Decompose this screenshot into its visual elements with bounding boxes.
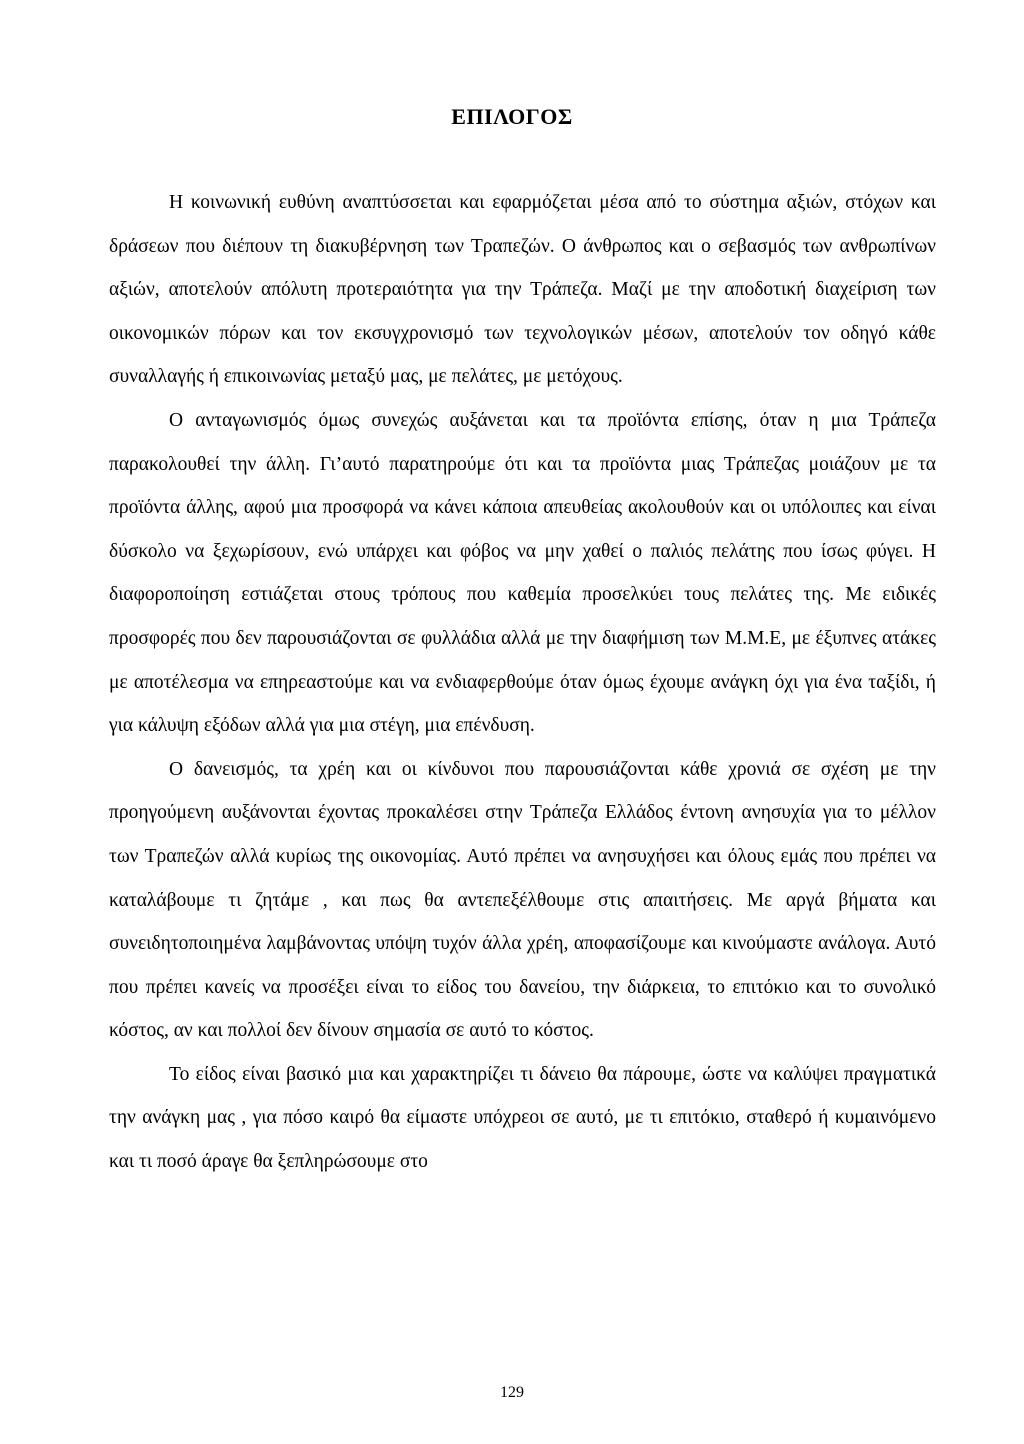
body-text: [109, 181, 936, 1184]
paragraph-1: Η κοινωνική ευθύνη αναπτύσσεται και εφαρμόζεται μέσα από το σύστημα αξιών, στόχων και δράσεων που διέπουν τη διακυβέρνηση των Τραπεζών. Ο άνθρωπος και ο σεβασμός των ανθρωπίνων αξιών, αποτελούν απόλυτη προτεραιότητα για την Τράπεζα. Μαζί με την αποδοτική διαχείριση των οικονομικών πόρων και τον εκσυγχρονισμό των τεχνολογικών μέσων, αποτελούν τον οδηγό κάθε συναλλαγής ή επικοινωνίας μεταξύ μας, με πελάτες, με μετόχους.: [109, 192, 936, 388]
page-number: 129: [500, 1384, 524, 1401]
page-title: ΕΠΙΛΟΓΟΣ: [451, 104, 573, 129]
paragraph-3: Ο δανεισμός, τα χρέη και οι κίνδυνοι που παρουσιάζονται κάθε χρονιά σε σχέση με την προηγούμενη αυξάνονται έχοντας προκαλέσει στην Τράπεζα Ελλάδος έντονη ανησυχία για το μέλλον των Τραπεζών αλλά κυρίως της οικονομίας. Αυτό πρέπει να ανησυχήσει και όλους εμάς που πρέπει να καταλάβουμε τι ζητάμε , και πως θα αντεπεξέλθουμε στις απαιτήσεις. Με αργά βήματα και συνειδητοποιημένα λαμβάνοντας υπόψη τυχόν άλλα χρέη, αποφασίζουμε και κινούμαστε ανάλογα. Αυτό που πρέπει κανείς να προσέξει είναι το είδος του δανείου, την διάρκεια, το επιτόκιο και το συνολικό κόστος, αν και πολλοί δεν δίνουν σημασία σε αυτό το κόστος.: [109, 758, 936, 1042]
paragraph-2: Ο ανταγωνισμός όμως συνεχώς αυξάνεται και τα προϊόντα επίσης, όταν η μια Τράπεζα παρακολουθεί την άλλη. Γι’αυτό παρατηρούμε ότι και τα προϊόντα μιας Τράπεζας μοιάζουν με τα προϊόντα άλλης, αφού μια προσφορά να κάνει κάποια απευθείας ακολουθούν και οι υπόλοιπες και είναι δύσκολο να ξεχωρίσουν, ενώ υπάρχει και φόβος να μην χαθεί ο παλιός πελάτης που ίσως φύγει. Η διαφοροποίηση εστιάζεται στους τρόπους που καθεμία προσελκύει τους πελάτες της. Με ειδικές προσφορές που δεν παρουσιάζονται σε φυλλάδια αλλά με την διαφήμιση των Μ.Μ.Ε, με έξυπνες ατάκες με αποτέλεσμα να επηρεαστούμε και να ενδιαφερθούμε όταν όμως έχουμε ανάγκη όχι για ένα ταξίδι, ή για κάλυψη εξόδων αλλά για μια στέγη, μια επένδυση.: [109, 409, 936, 737]
paragraph-4: Το είδος είναι βασικό μια και χαρακτηρίζει τι δάνειο θα πάρουμε, ώστε να καλύψει πραγματικά την ανάγκη μας , για πόσο καιρό θα είμαστε υπόχρεοι σε αυτό, με τι επιτόκιο, σταθερό ή κυμαινόμενο και τι ποσό άραγε θα ξεπληρώσουμε στο: [109, 1063, 936, 1173]
